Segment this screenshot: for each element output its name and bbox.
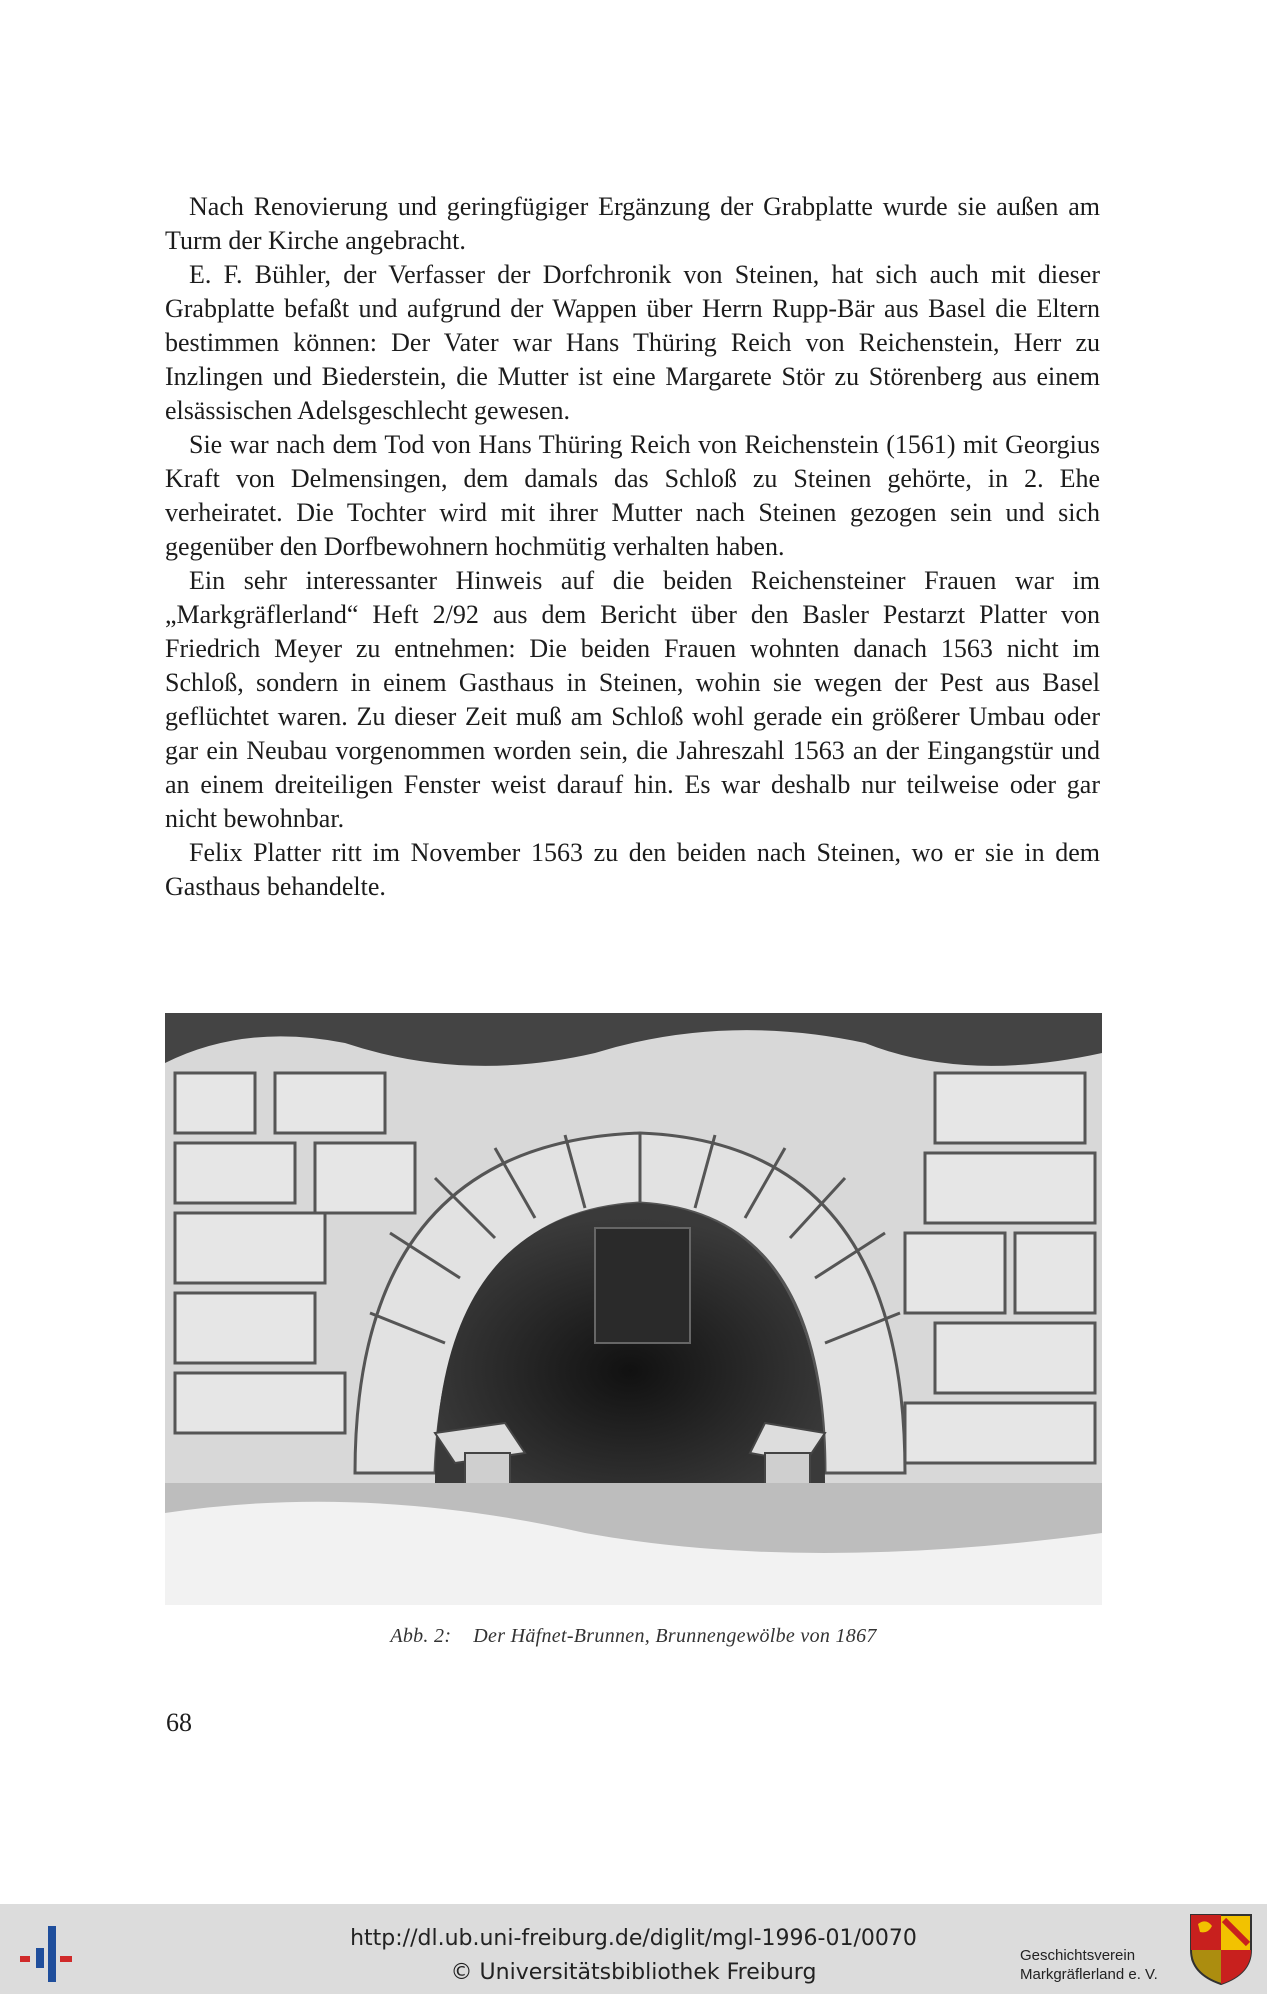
paragraph: E. F. Bühler, der Verfasser der Dorfchronik von Steinen, hat sich auch mit dieser Grabplatte befaßt und aufgrund der Wappen über Herrn Rupp-Bär aus Basel die Eltern bestimmen können: Der Vater war Hans Thüring Reich von Reichenstein, Herr zu Inzlingen und Biederstein, die Mutter ist eine Margarete Stör zu Störenberg aus einem elsässischen Adelsgeschlecht gewesen. [165,260,1100,425]
society-name [1020,1946,1158,1984]
page-number: 68 [166,1708,192,1737]
footer-copyright: © Universitätsbibliothek Freiburg [450,1960,817,1985]
paragraph: Ein sehr interessanter Hinweis auf die beiden Reichensteiner Frauen war im „Markgräflerland“ Heft 2/92 aus dem Bericht über den Basler Pestarzt Platter von Friedrich Meyer zu entnehmen: Die beiden Frauen wohnten danach 1563 nicht im Schloß, sondern in einem Gasthaus in Steinen, wohin sie wegen der Pest aus Basel geflüchtet waren. Zu dieser Zeit muß am Schloß wohl gerade ein größerer Umbau oder gar ein Neubau vorgenommen worden sein, die Jahreszahl 1563 an der Eingangstür und an einem dreiteiligen Fenster weist darauf hin. Es war deshalb nur teilweise oder gar nicht bewohnbar. [165,566,1100,833]
society-line-1: Geschichtsverein [1020,1947,1136,1964]
body-text [165,190,1100,904]
footer-bar [0,1904,1267,1994]
paragraph: Nach Renovierung und geringfügiger Ergänzung der Grabplatte wurde sie außen am Turm der Kirche angebracht. [165,192,1100,255]
figure-caption [0,1625,1267,1648]
paragraph: Sie war nach dem Tod von Hans Thüring Reich von Reichenstein (1561) mit Georgius Kraft von Delmensingen, dem damals das Schloß zu Steinen gehörte, in 2. Ehe verheiratet. Die Tochter wird mit ihrer Mutter nach Steinen gezogen sein und sich gegenüber den Dorfbewohnern hochmütig verhalten haben. [165,430,1100,561]
society-line-2: Markgräflerland e. V. [1020,1966,1158,1983]
figure-label: Abb. 2: [390,1625,452,1647]
paragraph: Felix Platter ritt im November 1563 zu den beiden nach Steinen, wo er sie in dem Gasthaus behandelte. [165,838,1100,901]
coat-of-arms-icon [1188,1912,1254,1986]
footer-url-link[interactable]: http://dl.ub.uni-freiburg.de/diglit/mgl-1996-01/0070 [350,1926,917,1951]
well-arch-photo [165,1013,1102,1605]
figure-caption-text: Der Häfnet-Brunnen, Brunnengewölbe von 1867 [473,1625,877,1647]
